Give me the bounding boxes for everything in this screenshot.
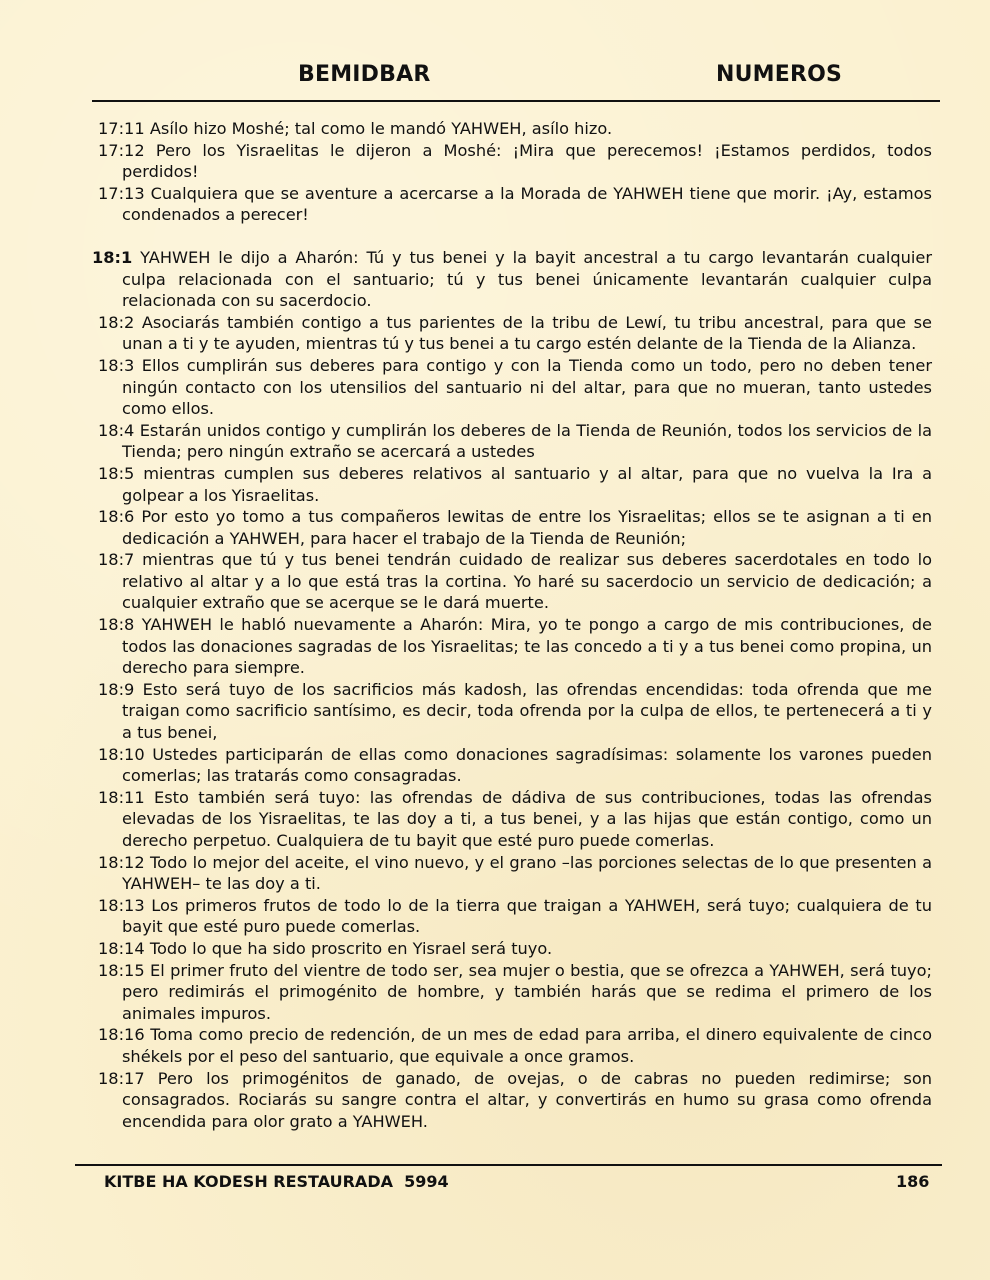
verse-ref: 18:3: [98, 355, 135, 375]
verse-ref: 18:16: [98, 1025, 145, 1045]
verse-ref: 18:8: [98, 615, 135, 635]
page-header: [92, 62, 940, 102]
verse-text: Todo lo mejor del aceite, el vino nuevo, y el grano –las porciones selectas de lo que presenten a YAHWEH– te las doy a ti.: [122, 852, 932, 894]
verse-text: Asílo hizo Moshé; tal como le mandó YAHWEH, asílo hizo.: [149, 119, 613, 138]
verse: [92, 420, 932, 463]
verse-ref: 18:7: [98, 550, 135, 570]
verse-text: YAHWEH le habló nuevamente a Aharón: Mira, yo te pongo a cargo de mis contribuciones, de todos las donaciones sagradas de los Yisraelitas; te las concedo a ti y a tus benei como propina, un derecho para siempre.: [122, 615, 932, 678]
verse-ref: 18:11: [98, 787, 145, 807]
page-number: 186: [896, 1172, 930, 1191]
verse-ref: 18:14: [98, 938, 145, 958]
verse: [92, 140, 932, 183]
verse-ref: 18:5: [98, 463, 135, 483]
verse-ref: 18:1: [92, 247, 133, 267]
verse: [92, 679, 932, 744]
verse-ref: 18:12: [98, 852, 145, 872]
verse-text: Pero los Yisraelitas le dijeron a Moshé: ¡Mira que perecemos! ¡Estamos perdidos, todos perdidos!: [122, 140, 932, 182]
verse: [92, 183, 932, 226]
verse: [92, 247, 932, 312]
verse: [92, 960, 932, 1025]
verse-text: Pero los primogénitos de ganado, de ovejas, o de cabras no pueden redimirse; son consagrados. Rociarás su sangre contra el altar, y convertirás en humo su grasa como ofrenda encendida para olor grato a YAHWEH.: [122, 1068, 932, 1131]
verse-text: YAHWEH le dijo a Aharón: Tú y tus benei y la bayit ancestral a tu cargo levantarán cualquier culpa relacionada con el santuario; tú y tus benei únicamente levantarán cualquier culpa relacionada con su sacerdocio.: [122, 247, 932, 311]
verse-text: Toma como precio de redención, de un mes de edad para arriba, el dinero equivalente de cinco shékels por el peso del santuario, que equivale a once gramos.: [122, 1025, 932, 1066]
verse: [92, 463, 932, 506]
verse: [92, 355, 932, 420]
verse-text: Asociarás también contigo a tus parientes de la tribu de Lewí, tu tribu ancestral, para que se unan a ti y te ayuden, mientras tú y tus benei a tu cargo estén delante de la Tienda de la Alianza.: [122, 312, 932, 354]
verse-ref: 18:4: [98, 420, 135, 440]
verse: [92, 895, 932, 938]
verse-text: Ellos cumplirán sus deberes para contigo y con la Tienda como un todo, pero no deben tener ningún contacto con los utensilios del santuario ni del altar, para que no mueran, tanto ustedes como ellos.: [122, 355, 932, 419]
verse-text: mientras que tú y tus benei tendrán cuidado de realizar sus deberes sacerdotales en todo lo relativo al altar y a lo que está tras la cortina. Yo haré su sacerdocio un servicio de dedicación; a cualquier extraño que se acerque se le dará muerte.: [122, 550, 932, 613]
footer-rule: [75, 1164, 942, 1166]
verse: [92, 787, 932, 852]
book-title-spanish: NUMEROS: [716, 62, 843, 87]
verse-text: Ustedes participarán de ellas como donaciones sagradísimas: solamente los varones pueden comerlas; las tratarás como consagradas.: [122, 744, 932, 786]
verse: [92, 744, 932, 787]
verse-ref: 18:13: [98, 895, 145, 915]
verse-text: El primer fruto del vientre de todo ser, sea mujer o bestia, que se ofrezca a YAHWEH, será tuyo; pero redimirás el primogénito de hombre, y también harás que se redima el primero de los animales impuros.: [122, 960, 932, 1023]
verse-text: Estarán unidos contigo y cumplirán los deberes de la Tienda de Reunión, todos los servicios de la Tienda; pero ningún extraño se acercará a ustedes: [122, 420, 932, 462]
verse: [92, 312, 932, 355]
verse-text: mientras cumplen sus deberes relativos al santuario y al altar, para que no vuelva la Ira a golpear a los Yisraelitas.: [122, 463, 933, 505]
verse-list: [92, 118, 932, 1132]
verse-ref: 18:15: [98, 960, 145, 980]
verse-text: Todo lo que ha sido proscrito en Yisrael será tuyo.: [149, 938, 553, 958]
verse-text: Esto también será tuyo: las ofrendas de dádiva de sus contribuciones, todas las ofrendas elevadas de los Yisraelitas, te las doy a ti, a tus benei, y a las hijas que están contigo, como un derecho perpetuo. Cualquiera de tu bayit que esté puro puede comerlas.: [122, 787, 932, 850]
verse-text: Cualquiera que se aventure a acercarse a la Morada de YAHWEH tiene que morir. ¡Ay, estamos condenados a perecer!: [122, 183, 932, 225]
verse-ref: 17:11: [98, 119, 145, 138]
verse-text: Por esto yo tomo a tus compañeros lewitas de entre los Yisraelitas; ellos se te asignan a ti en dedicación a YAHWEH, para hacer el trabajo de la Tienda de Reunión;: [122, 507, 932, 548]
verse-ref: 18:17: [98, 1068, 145, 1088]
verse: [92, 549, 932, 614]
verse-ref: 18:6: [98, 507, 135, 527]
verse-ref: 17:12: [98, 140, 145, 160]
verse-ref: 18:9: [98, 679, 135, 699]
verse-ref: 17:13: [98, 183, 145, 203]
book-title-hebrew: BEMIDBAR: [298, 62, 431, 87]
header-rule: [92, 100, 940, 102]
footer-title: KITBE HA KODESH RESTAURADA 5994: [104, 1172, 449, 1191]
verse-text: Los primeros frutos de todo lo de la tierra que traigan a YAHWEH, será tuyo; cualquiera de tu bayit que esté puro puede comerlas.: [122, 895, 932, 937]
verse-ref: 18:2: [98, 312, 135, 332]
verse: [92, 852, 932, 895]
verse: [92, 614, 932, 679]
verse-ref: 18:10: [98, 744, 145, 764]
verse-text: Esto será tuyo de los sacrificios más kadosh, las ofrendas encendidas: toda ofrenda que me traigan como sacrificio santísimo, es decir, toda ofrenda por la culpa de ellos, te pertenecerá a ti y a tus benei,: [122, 679, 932, 743]
verse: [92, 1068, 932, 1133]
verse: [92, 118, 932, 140]
verse: [92, 938, 932, 960]
verse: [92, 1024, 932, 1067]
verse: [92, 506, 932, 549]
